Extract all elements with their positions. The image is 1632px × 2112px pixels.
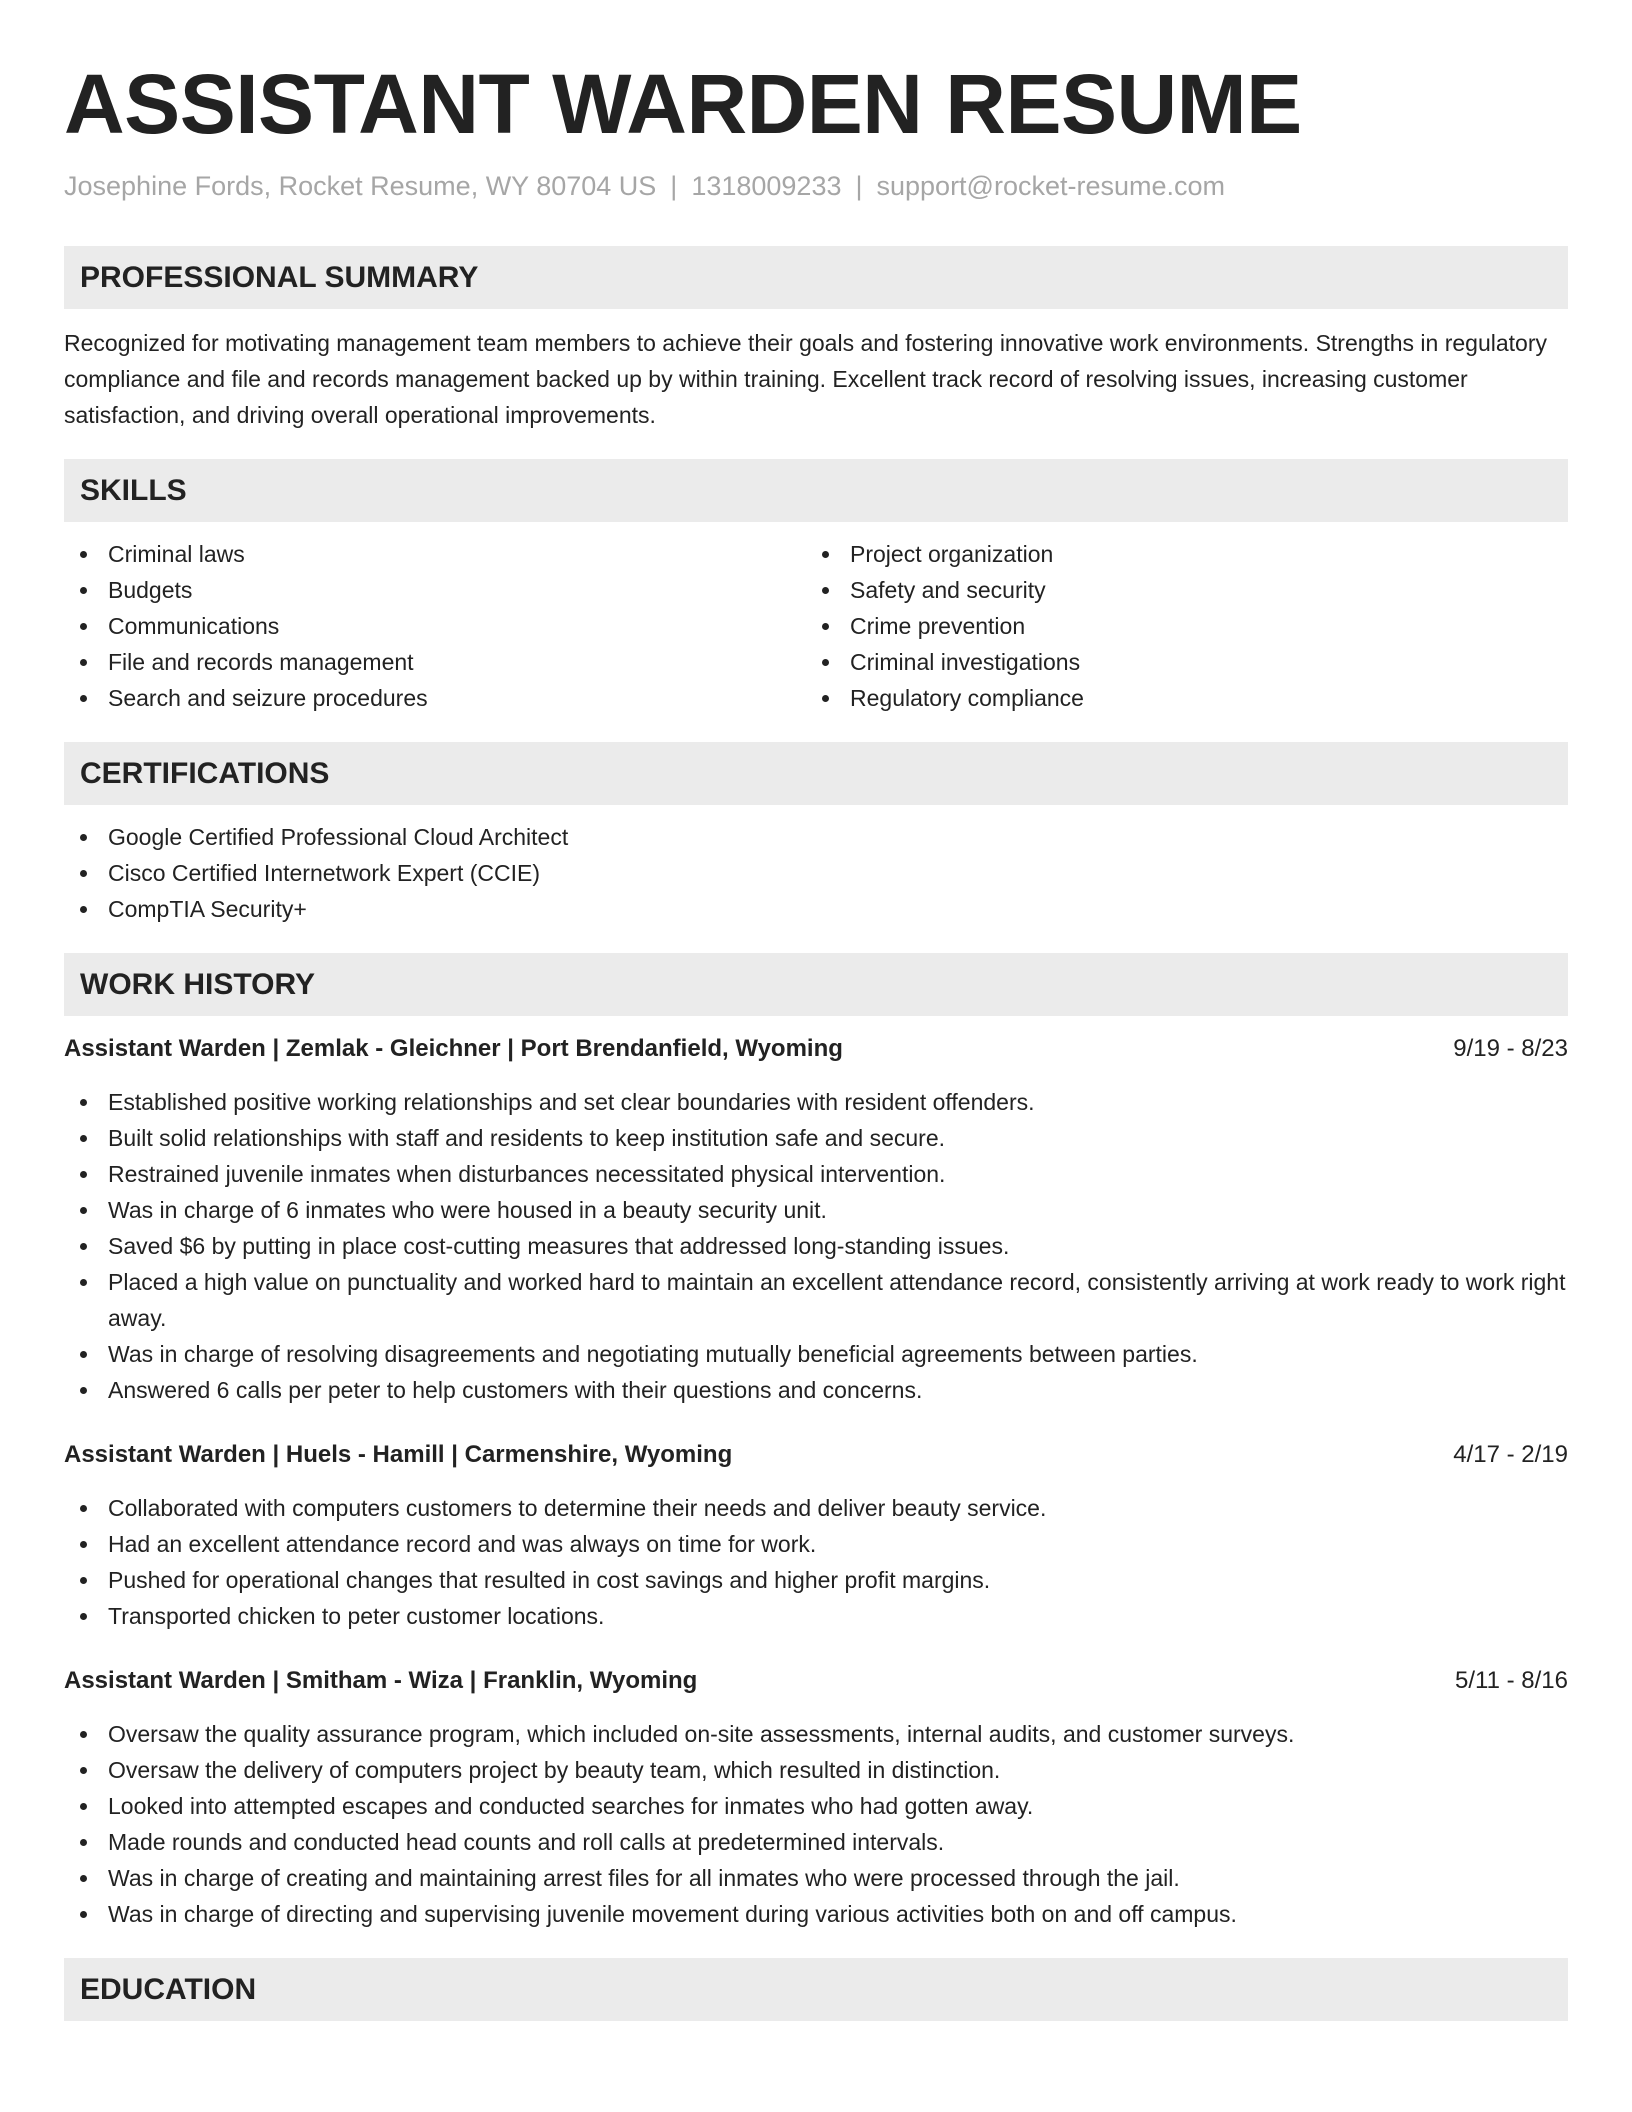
section-heading-work-history: WORK HISTORY xyxy=(64,953,1568,1016)
resume-title: ASSISTANT WARDEN RESUME xyxy=(64,57,1302,151)
summary-text: Recognized for motivating management team members to achieve their goals and fostering innovative work environments. Strengths in regulatory compliance and file and records management backed up by within training. Excellent track record of resolving issues, increasing customer satisfaction, and driving overall operational improvements. xyxy=(64,330,1547,428)
job-title: Assistant Warden | Smitham - Wiza | Franklin, Wyoming xyxy=(64,1667,698,1694)
job-dates: 5/11 - 8/16 xyxy=(1455,1667,1568,1694)
job-header xyxy=(64,1438,1568,1472)
job-bullet: Oversaw the quality assurance program, which included on-site assessments, internal audits, and customer surveys. xyxy=(64,1716,1568,1752)
job-bullets xyxy=(64,1716,1568,1932)
job-bullet: Was in charge of 6 inmates who were housed in a beauty security unit. xyxy=(64,1192,1568,1228)
job-dates: 9/19 - 8/23 xyxy=(1453,1035,1568,1062)
job-header xyxy=(64,1032,1568,1066)
job-bullet: Had an excellent attendance record and was always on time for work. xyxy=(64,1526,1568,1562)
job-bullet: Answered 6 calls per peter to help customers with their questions and concerns. xyxy=(64,1372,1568,1408)
section-heading-skills: SKILLS xyxy=(64,459,1568,522)
job-dates: 4/17 - 2/19 xyxy=(1453,1441,1568,1468)
skill-item: Safety and security xyxy=(806,572,1548,608)
job-entry xyxy=(64,1438,1568,1634)
resume-content xyxy=(64,50,1568,2021)
job-bullet: Looked into attempted escapes and conducted searches for inmates who had gotten away. xyxy=(64,1788,1568,1824)
job-bullet: Placed a high value on punctuality and worked hard to maintain an excellent attendance record, consistently arriving at work ready to work right away. xyxy=(64,1264,1568,1336)
job-bullet: Collaborated with computers customers to determine their needs and deliver beauty service. xyxy=(64,1490,1568,1526)
certifications-list xyxy=(64,819,1568,927)
job-bullet: Established positive working relationships and set clear boundaries with resident offenders. xyxy=(64,1084,1568,1120)
skill-item: Criminal laws xyxy=(64,536,806,572)
certification-item: CompTIA Security+ xyxy=(64,891,1568,927)
job-bullet: Oversaw the delivery of computers project by beauty team, which resulted in distinction. xyxy=(64,1752,1568,1788)
job-title: Assistant Warden | Huels - Hamill | Carmenshire, Wyoming xyxy=(64,1441,733,1468)
skills-list-right xyxy=(806,536,1548,716)
skill-item: Project organization xyxy=(806,536,1548,572)
job-bullet: Transported chicken to peter customer locations. xyxy=(64,1598,1568,1634)
skill-item: Search and seizure procedures xyxy=(64,680,806,716)
job-bullets xyxy=(64,1490,1568,1634)
job-title: Assistant Warden | Zemlak - Gleichner | Port Brendanfield, Wyoming xyxy=(64,1035,843,1062)
job-bullet: Saved $6 by putting in place cost-cutting measures that addressed long-standing issues. xyxy=(64,1228,1568,1264)
certification-item: Google Certified Professional Cloud Architect xyxy=(64,819,1568,855)
certification-item: Cisco Certified Internetwork Expert (CCIE) xyxy=(64,855,1568,891)
contact-separator: | xyxy=(855,171,863,201)
job-entry xyxy=(64,1032,1568,1408)
contact-phone: 1318009233 xyxy=(691,171,842,201)
skills-list-left xyxy=(64,536,806,716)
contact-email: support@rocket-resume.com xyxy=(876,171,1226,201)
section-heading-education: EDUCATION xyxy=(64,1958,1568,2021)
job-bullet: Built solid relationships with staff and residents to keep institution safe and secure. xyxy=(64,1120,1568,1156)
contact-address: Josephine Fords, Rocket Resume, WY 80704 US xyxy=(64,171,657,201)
job-bullets xyxy=(64,1084,1568,1408)
skill-item: File and records management xyxy=(64,644,806,680)
section-heading-certifications: CERTIFICATIONS xyxy=(64,742,1568,805)
skill-item: Crime prevention xyxy=(806,608,1548,644)
skill-item: Budgets xyxy=(64,572,806,608)
job-bullet: Was in charge of creating and maintaining arrest files for all inmates who were processed through the jail. xyxy=(64,1860,1568,1896)
skill-item: Communications xyxy=(64,608,806,644)
job-entry xyxy=(64,1664,1568,1932)
job-header xyxy=(64,1664,1568,1698)
skill-item: Criminal investigations xyxy=(806,644,1548,680)
contact-separator: | xyxy=(670,171,678,201)
job-bullet: Was in charge of directing and supervising juvenile movement during various activities both on and off campus. xyxy=(64,1896,1568,1932)
section-heading-summary: PROFESSIONAL SUMMARY xyxy=(64,246,1568,309)
skills-grid xyxy=(64,536,1568,716)
job-bullet: Was in charge of resolving disagreements and negotiating mutually beneficial agreements between parties. xyxy=(64,1336,1568,1372)
contact-line xyxy=(64,168,1568,204)
skill-item: Regulatory compliance xyxy=(806,680,1548,716)
job-bullet: Pushed for operational changes that resulted in cost savings and higher profit margins. xyxy=(64,1562,1568,1598)
job-bullet: Restrained juvenile inmates when disturbances necessitated physical intervention. xyxy=(64,1156,1568,1192)
job-bullet: Made rounds and conducted head counts and roll calls at predetermined intervals. xyxy=(64,1824,1568,1860)
